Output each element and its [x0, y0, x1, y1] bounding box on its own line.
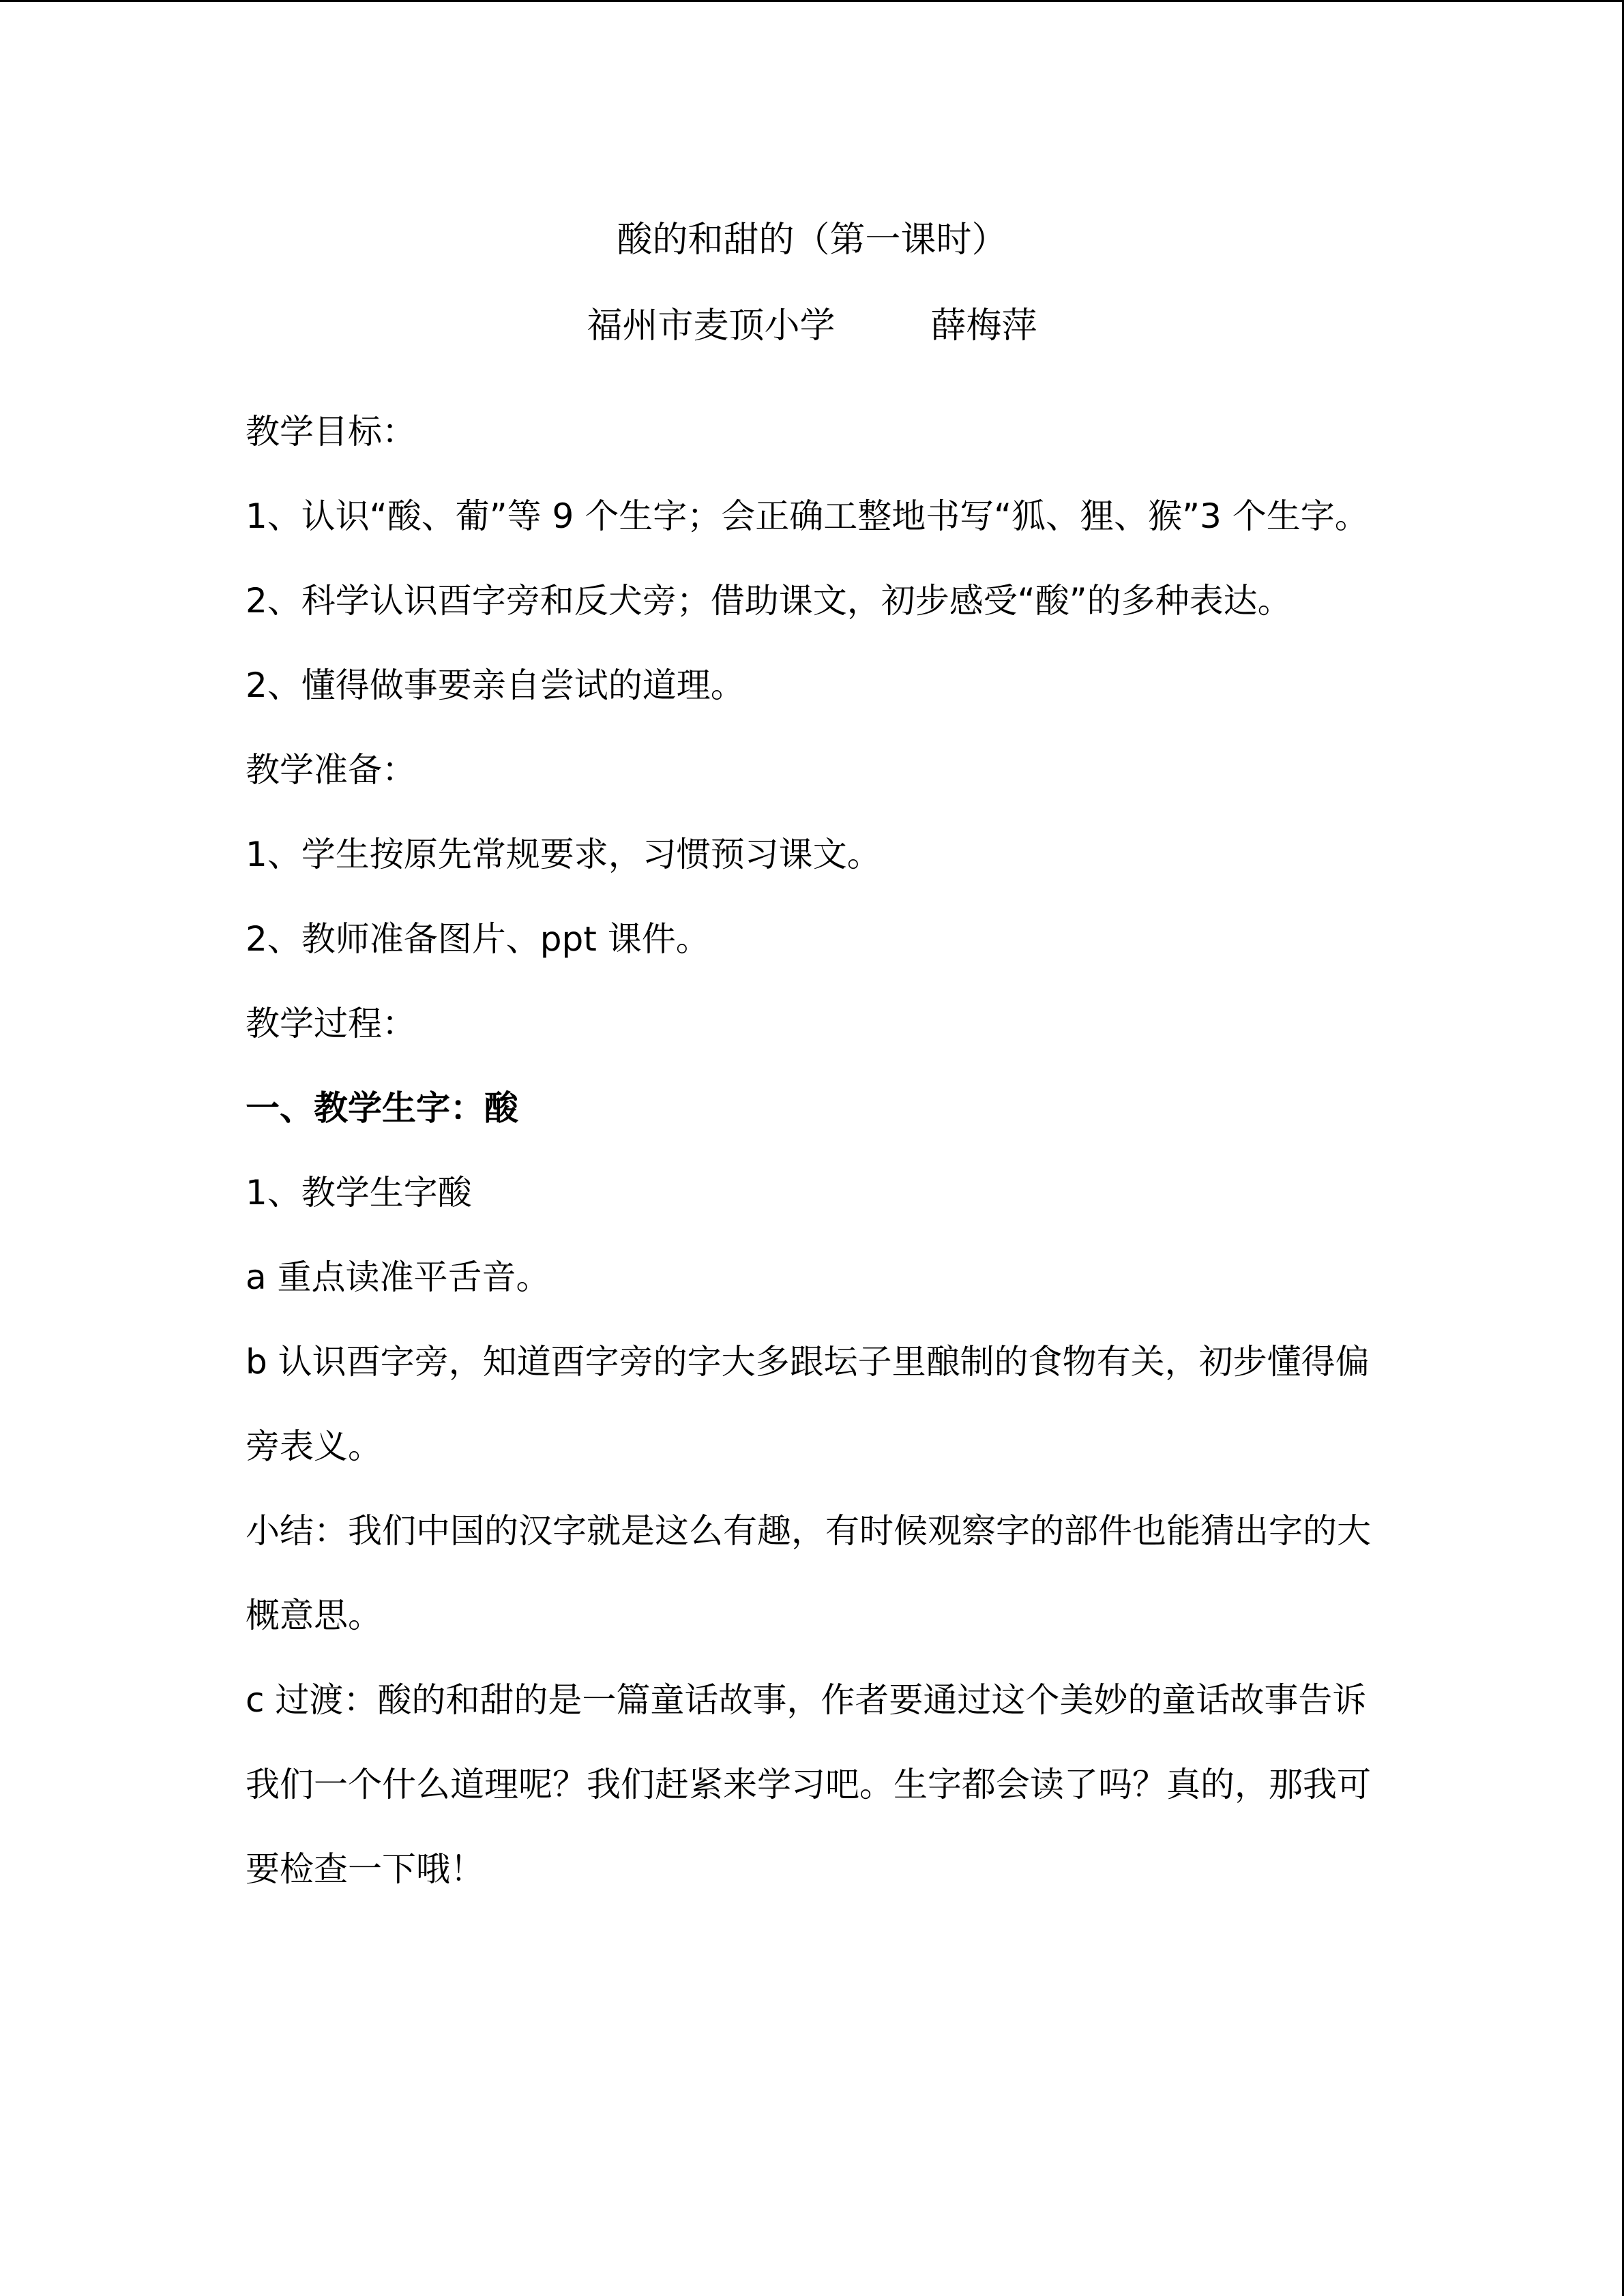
prep-heading: 教学准备： — [246, 750, 416, 790]
goal-item: 1、认识“酸、葡”等 9 个生字；会正确工整地书写“狐、狸、猴”3 个生字。 — [246, 496, 1369, 536]
prep-item: 1、学生按原先常规要求，习惯预习课文。 — [246, 835, 881, 874]
section-item: c 过渡：酸的和甜的是一篇童话故事，作者要通过这个美妙的童话故事告诉我们一个什么道理呢？我们赶紧来学习吧。生字都会读了吗？真的，那我可要检查一下哦！ — [246, 1680, 1371, 1889]
section-item: a 重点读准平舌音。 — [246, 1257, 550, 1297]
author-name: 薛梅萍 — [930, 305, 1037, 346]
school-name: 福州市麦顶小学 — [587, 305, 836, 346]
section-item: b 认识酉字旁，知道酉字旁的字大多跟坛子里酿制的食物有关，初步懂得偏旁表义。 — [246, 1342, 1370, 1466]
goals-heading: 教学目标： — [246, 412, 416, 451]
prep-item: 2、教师准备图片、ppt 课件。 — [246, 919, 710, 959]
process-heading: 教学过程： — [246, 1004, 416, 1043]
section-item: 1、教学生字酸 — [246, 1173, 472, 1212]
document-body — [246, 389, 1398, 1911]
byline — [0, 305, 1624, 347]
section-heading: 一、教学生字：酸 — [246, 1088, 518, 1128]
goal-item: 2、科学认识酉字旁和反犬旁；借助课文，初步感受“酸”的多种表达。 — [246, 581, 1292, 621]
goal-item: 2、懂得做事要亲自尝试的道理。 — [246, 666, 745, 705]
section-summary: 小结：我们中国的汉字就是这么有趣，有时候观察字的部件也能猜出字的大概意思。 — [246, 1511, 1371, 1635]
document-title: 酸的和甜的（第一课时） — [617, 220, 1007, 260]
